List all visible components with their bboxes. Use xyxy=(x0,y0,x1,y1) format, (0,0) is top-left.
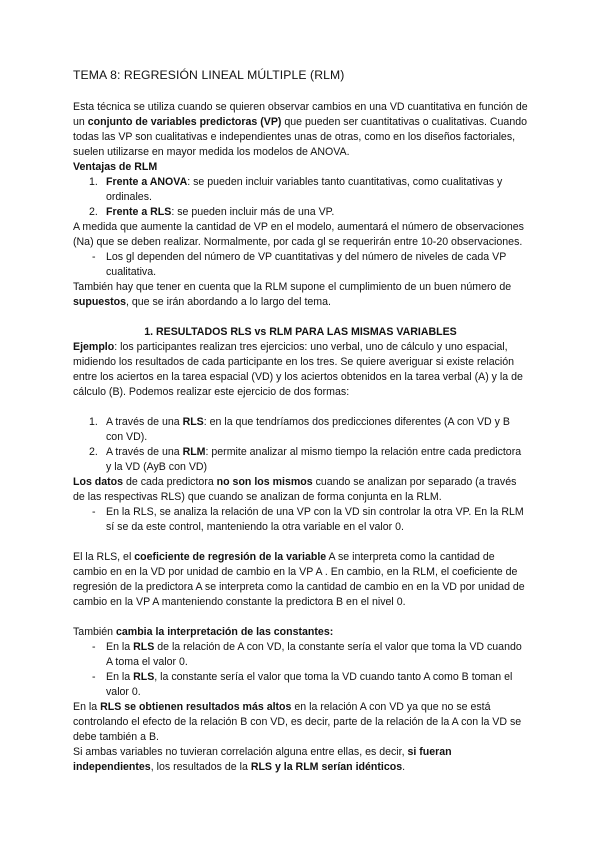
list-bold: Frente a RLS xyxy=(106,206,172,218)
list-number: 2. xyxy=(89,446,98,458)
bullet-dash: - xyxy=(92,671,96,683)
datos-bold-1: Los datos xyxy=(73,476,124,488)
bullet-dash: - xyxy=(92,506,96,518)
document-page xyxy=(73,68,528,775)
gl-list xyxy=(73,250,528,280)
ambas-bold-1: si fueran independientes xyxy=(73,746,452,773)
ventajas-heading-text: Ventajas de RLM xyxy=(73,161,158,173)
datos-text-2: cuando se analizan por separado (a través de las respectivas RLS) que cuando se analizan de forma conjunta en la RLM. xyxy=(73,476,517,503)
bullet-dash: - xyxy=(92,251,96,263)
intro-paragraph xyxy=(73,100,528,160)
ventajas-heading xyxy=(73,160,528,175)
list-number: 1. xyxy=(89,416,98,428)
constantes-list xyxy=(73,640,528,700)
list-text: En la xyxy=(106,641,134,653)
medida-paragraph: A medida que aumente la cantidad de VP en el modelo, aumentará el número de observaciones (Na) que se deben realizar. Normalmente, por cada gl se requerirán entre 10-20 observaciones. xyxy=(73,221,524,248)
datos-text-1: de cada predictora xyxy=(123,476,217,488)
supuestos-bold: supuestos xyxy=(73,296,126,308)
list-item xyxy=(73,205,528,220)
list-text: : se pueden incluir más de una VP. xyxy=(171,206,335,218)
rls-mas-text-2: en la relación A con VD ya que no se está controlando el efecto de la relación B con VD, es decir, parte de la relación de la A con la VD se debe también a B. xyxy=(73,701,522,743)
list-bold: RLM xyxy=(182,446,206,458)
rls-mas-bold: RLS se obtienen resultados más altos xyxy=(100,701,292,713)
datos-paragraph xyxy=(73,475,528,505)
supuestos-text-2: , que se irán abordando a lo largo del tema. xyxy=(125,296,331,308)
ambas-bold-2: RLS y la RLM serían idénticos xyxy=(250,761,403,773)
list-bold: Frente a ANOVA xyxy=(106,176,188,188)
list-item xyxy=(73,505,528,535)
list-item xyxy=(73,670,528,700)
list-text: A través de una xyxy=(106,446,183,458)
rls-mas-paragraph xyxy=(73,700,528,745)
list-text: : permite analizar al mismo tiempo la relación entre cada predictora y la VD (AyB con VD) xyxy=(106,446,522,473)
page-title: TEMA 8: REGRESIÓN LINEAL MÚLTIPLE (RLM) xyxy=(73,68,345,82)
datos-bold-2: no son los mismos xyxy=(216,476,313,488)
list-item xyxy=(73,415,528,445)
coef-text-1: El la RLS, el xyxy=(73,551,135,563)
list-text: En la RLS, se analiza la relación de una VP con la VD sin controlar la otra VP. En la RLM sí se da este control, manteniendo la otra variable en el valor 0. xyxy=(106,506,524,533)
intro-bold-1: conjunto de variables predictoras (VP) xyxy=(87,116,282,128)
datos-list xyxy=(73,505,528,535)
list-text: de la relación de A con VD, la constante sería el valor que toma la VD cuando A toma el valor 0. xyxy=(106,641,522,668)
list-item xyxy=(73,250,528,280)
ejemplo-text: : los participantes realizan tres ejercicios: uno verbal, uno de cálculo y uno espacial, midiendo los resultados de cada participante en los tres. Se quiere averiguar si existe relación entre los aciertos en la tarea espacial (VD) y los aciertos obtenidos en la tarea verbal (A) y la de cálculo (B). Podemos realizar este ejercicio de dos formas: xyxy=(73,341,523,398)
list-bold: RLS xyxy=(133,671,155,683)
list-item xyxy=(73,445,528,475)
list-text: , la constante sería el valor que toma la VD cuando tanto A como B toman el valor 0. xyxy=(106,671,513,698)
list-bold: RLS xyxy=(133,641,155,653)
supuestos-paragraph xyxy=(73,280,528,310)
ambas-paragraph xyxy=(73,745,528,775)
formas-list xyxy=(73,415,528,475)
section-heading: 1. RESULTADOS RLS vs RLM PARA LAS MISMAS VARIABLES xyxy=(144,326,457,338)
list-item xyxy=(73,175,528,205)
ejemplo-paragraph xyxy=(73,340,528,400)
list-text: : en la que tendríamos dos predicciones diferentes (A con VD y B con VD). xyxy=(106,416,510,443)
ambas-text-3: . xyxy=(402,761,406,773)
intro-text-2: que pueden ser cuantitativas o cualitativas. Cuando todas las VP son cualitativas e independientes unas de otras, como en los diseños factoriales, suelen utilizarse en mayor medida los modelos de ANOVA. xyxy=(73,116,528,158)
supuestos-text-1: También hay que tener en cuenta que la RLM supone el cumplimiento de un buen número de xyxy=(73,281,512,293)
constantes-bold: cambia la interpretación de las constantes: xyxy=(116,626,334,638)
rls-mas-text-1: En la xyxy=(73,701,101,713)
coef-paragraph xyxy=(73,550,528,610)
list-bold: RLS xyxy=(182,416,204,428)
ventajas-list xyxy=(73,175,528,220)
list-text: En la xyxy=(106,671,134,683)
list-text: A través de una xyxy=(106,416,183,428)
list-item xyxy=(73,640,528,670)
list-text: Los gl dependen del número de VP cuantitativas y del número de niveles de cada VP cualitativa. xyxy=(106,251,507,278)
coef-text-2: A se interpreta como la cantidad de cambio en en la VD por unidad de cambio en la VP A . En cambio, en la RLM, el coeficiente de regresión de la predictora A se interpreta como la cantidad de cambio en en la VD por unidad de cambio en la VP A manteniendo constante la predictora B en el nivel 0. xyxy=(73,551,525,608)
list-text: : se pueden incluir variables tanto cuantitativas, como cualitativas y ordinales. xyxy=(106,176,503,203)
ambas-text-1: Si ambas variables no tuvieran correlación alguna entre ellas, es decir, xyxy=(73,746,408,758)
ejemplo-bold: Ejemplo xyxy=(73,341,115,353)
coef-bold: coeficiente de regresión de la variable xyxy=(134,551,327,563)
intro-text-1: Esta técnica se utiliza cuando se quieren observar cambios en una VD cuantitativa en función de un xyxy=(73,101,528,128)
constantes-paragraph xyxy=(73,625,528,640)
bullet-dash: - xyxy=(92,641,96,653)
list-number: 1. xyxy=(89,176,98,188)
constantes-text: También xyxy=(73,626,116,638)
ambas-text-2: , los resultados de la xyxy=(150,761,251,773)
list-number: 2. xyxy=(89,206,98,218)
